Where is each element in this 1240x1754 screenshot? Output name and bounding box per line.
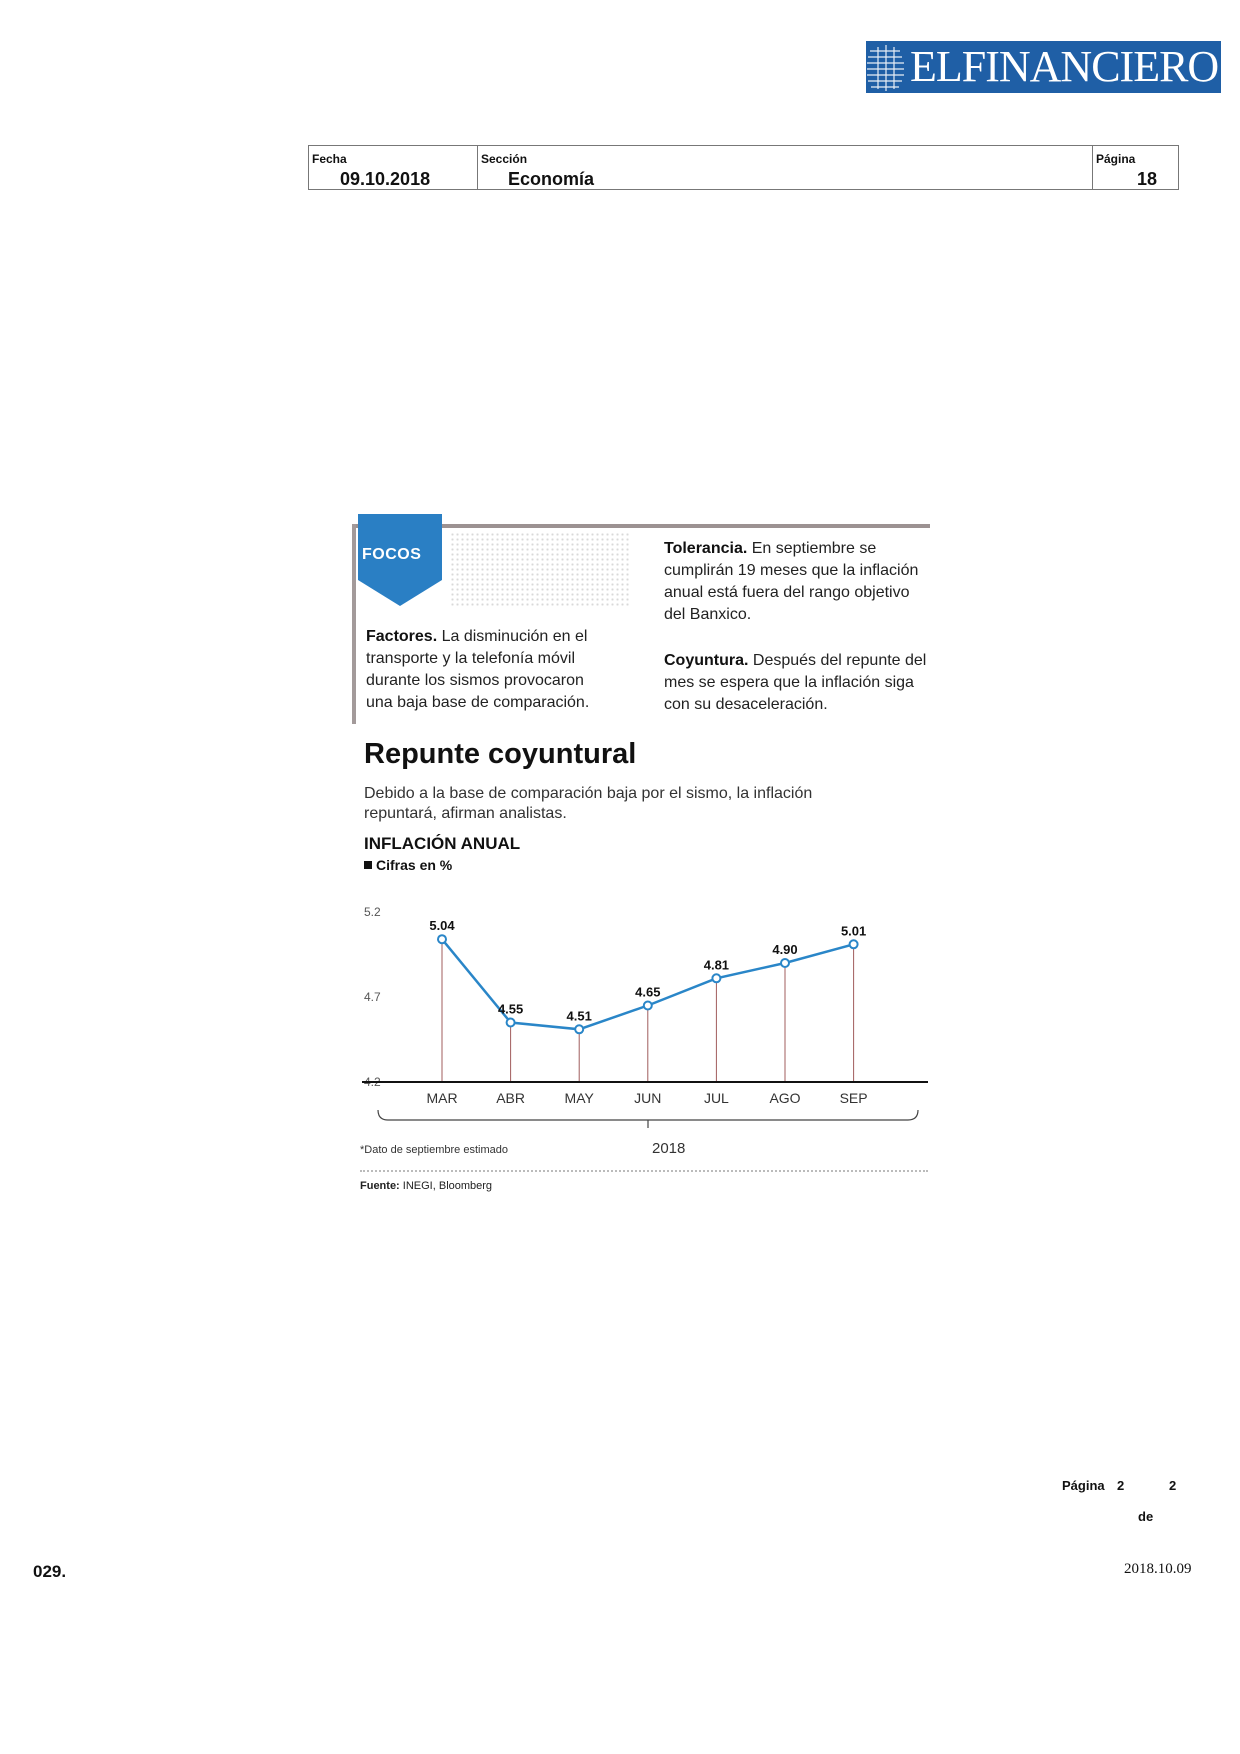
fecha-label: Fecha xyxy=(312,152,347,166)
fecha-value: 09.10.2018 xyxy=(340,169,431,189)
data-point xyxy=(850,940,858,948)
focus-item-factores xyxy=(366,626,610,714)
focus-item-text: En septiembre se cumplirán 19 meses que la inflación anual está fuera del rango objetivo del Banxico. xyxy=(664,540,919,623)
y-tick-label: 4.7 xyxy=(364,990,381,1004)
chart-note: *Dato de septiembre estimado xyxy=(360,1144,508,1156)
data-label: 4.90 xyxy=(772,942,798,957)
focus-item-coyuntura xyxy=(664,650,928,716)
source-label: Fuente: xyxy=(360,1180,400,1192)
left-rule xyxy=(352,524,356,724)
data-label: 5.04 xyxy=(429,918,455,934)
x-tick-label: JUL xyxy=(703,1090,729,1106)
seccion-value: Economía xyxy=(508,169,595,189)
seccion-label: Sección xyxy=(481,152,528,166)
footer-code: 029. xyxy=(33,1562,67,1581)
focos-label: FOCOS xyxy=(362,546,422,563)
data-point xyxy=(644,1002,652,1010)
meta-table xyxy=(308,145,1179,190)
chart-unit xyxy=(364,857,452,873)
unit-label: Cifras en % xyxy=(376,857,453,873)
x-tick-label: JUN xyxy=(634,1090,662,1106)
y-tick-label: 5.2 xyxy=(364,905,381,919)
data-point xyxy=(438,935,446,943)
x-tick-label: MAY xyxy=(564,1090,594,1106)
data-point xyxy=(712,974,720,982)
chart-title: INFLACIÓN ANUAL xyxy=(364,834,521,853)
focus-item-title: Factores. xyxy=(366,628,438,645)
logo-text: ELFINANCIERO xyxy=(910,42,1219,91)
footer-page-total: 2 xyxy=(1169,1478,1177,1493)
pagina-cell xyxy=(1093,146,1178,189)
focus-item-tolerancia xyxy=(664,538,928,626)
focus-item-title: Coyuntura. xyxy=(664,652,749,669)
y-tick-label: 4.2 xyxy=(364,1075,381,1089)
data-point xyxy=(575,1025,583,1033)
data-label: 4.55 xyxy=(497,1001,524,1017)
chart-source xyxy=(360,1180,492,1192)
footer-page-number: 2 xyxy=(1117,1478,1125,1493)
footer-page-label: Página xyxy=(1062,1478,1105,1493)
fecha-cell xyxy=(309,146,478,189)
source-text: INEGI, Bloomberg xyxy=(399,1180,493,1192)
data-label: 4.81 xyxy=(703,957,730,973)
footer-de: de xyxy=(1138,1509,1154,1524)
faded-text xyxy=(450,532,630,608)
footer-date: 2018.10.09 xyxy=(1124,1561,1192,1577)
year-bracket xyxy=(378,1110,918,1120)
news-clipping xyxy=(352,514,934,1194)
data-point xyxy=(507,1019,515,1027)
seccion-cell xyxy=(478,146,1093,189)
pagina-value: 18 xyxy=(1137,169,1158,189)
article-title: Repunte coyuntural xyxy=(364,738,637,770)
data-point xyxy=(781,959,789,967)
bottom-rule xyxy=(360,1170,928,1173)
focus-item-text: Después del repunte del mes se espera que la inflación siga con su desaceleración. xyxy=(664,652,927,713)
x-axis-year: 2018 xyxy=(652,1140,686,1157)
globe-icon xyxy=(866,41,906,93)
el-financiero-logo xyxy=(866,41,1221,93)
x-tick-label: SEP xyxy=(839,1090,868,1106)
x-tick-label: ABR xyxy=(496,1090,525,1106)
data-label: 4.51 xyxy=(566,1008,592,1024)
data-label: 4.65 xyxy=(635,984,661,1000)
data-label: 5.01 xyxy=(840,923,867,939)
article-subtitle: Debido a la base de comparación baja por el sismo, la inflación repuntará, afirman analistas. xyxy=(364,785,813,822)
pagina-label: Página xyxy=(1096,152,1136,166)
square-bullet-icon xyxy=(364,861,372,869)
x-tick-label: AGO xyxy=(769,1090,801,1106)
inflation-line-chart xyxy=(352,882,934,1138)
focus-item-title: Tolerancia. xyxy=(664,540,748,557)
x-tick-label: MAR xyxy=(426,1090,458,1106)
focus-item-text: La disminución en el transporte y la telefonía móvil durante los sismos provocaron una baja base de comparación. xyxy=(366,628,590,711)
